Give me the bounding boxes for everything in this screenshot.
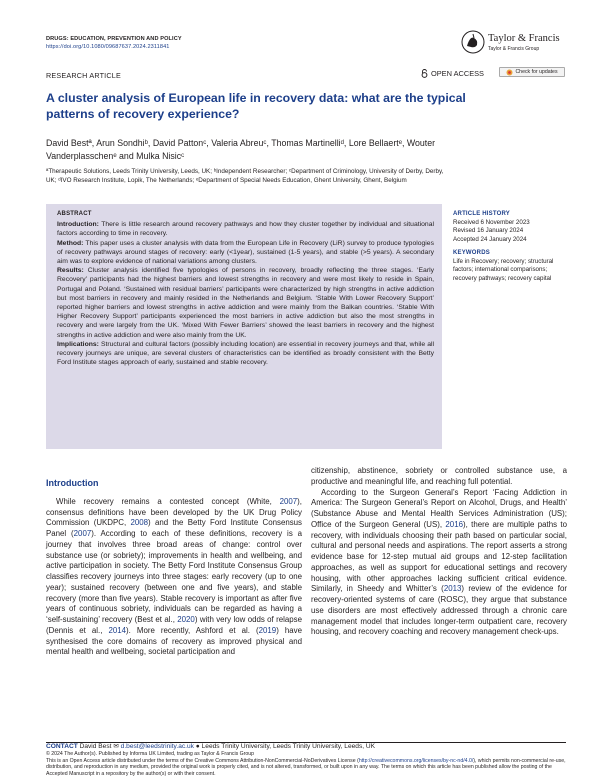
journal-title: DRUGS: EDUCATION, PREVENTION AND POLICY [46, 36, 182, 42]
citation-link[interactable]: 2007 [73, 529, 92, 538]
citation-link[interactable]: 2016 [445, 519, 463, 529]
publisher-group: Taylor & Francis Group [488, 46, 540, 52]
license-link[interactable]: http://creativecommons.org/licenses/by-nc-nd/4.0/ [358, 757, 474, 764]
body-column-right [311, 466, 567, 638]
update-badge-icon [506, 69, 513, 76]
abstract-impl-label: Implications: [57, 340, 99, 348]
abstract-method [57, 239, 434, 267]
text-run: ), there are multiple paths to recovery, with individuals choosing their path based on particular social, cultural and personal needs and aspirations. The report asserts a strong evidence base for 12-step mutual aid groups and 12-step facilitation approaches, as well as support for educational settings and recovery housing, with other approaches lacking sufficient critical evidence. Similarly, in Sheedy and Whitter’s ( [311, 519, 568, 594]
citation-link[interactable]: 2008 [130, 518, 149, 528]
abstract-method-text: This paper uses a cluster analysis with data from the European Life in Recovery (LiR) survey to produce typologies of recovery pathways around stages of recovery: early (<1year), sustained (1-5 years), and stable (>5 years). A secondary aim was to explore evidence of national variations among clusters. [57, 239, 434, 266]
copyright: © 2024 The Author(s). Published by Informa UK Limited, trading as Taylor & Francis Group [46, 750, 255, 757]
citation-link[interactable]: 2020 [177, 615, 195, 624]
text-run: ), which permits non-commercial re-use, distribution, and reproduction in any medium, provided the original work is properly cited, and is not altered, transformed, or built upon in any way. The terms on which this article has been published allow the posting of the Accepted Manuscript in a repository by the author(s) or with their consent. [46, 757, 566, 778]
text-run: ) and the Betty Ford Institute Consensus Panel ( [46, 518, 303, 538]
paragraph: citizenship, abstinence, sobriety or controlled substance use, a productive and meaningful life, and reaching full potential. [311, 466, 567, 486]
text-run: According to the Surgeon General’s Report ‘Facing Addiction in America: The Surgeon General’s Report on Alcohol, Drugs, and Health’ (Substance Abuse and Mental Health Services Administration (US); Office of the Surgeon General (US), [311, 487, 567, 529]
abstract-results [57, 266, 434, 340]
text-run: While recovery remains a contested concept (White, [56, 496, 280, 506]
title-line-1: A cluster analysis of European life in recovery data: what are the typical [46, 91, 466, 105]
text-run: ), consensus definitions have been developed by the UK Drug Policy Commission (UKDPC, [46, 496, 302, 528]
section-heading-introduction: Introduction [46, 478, 99, 488]
affiliations-line-2: UK; ᵈIVO Research Institute, Lopik, The Netherlands; ᵉDepartment of Special Needs Education, Ghent University, Ghent, Belgium [46, 177, 407, 184]
text-run: ). More recently, Ashford et al. ( [126, 625, 259, 635]
abstract-intro-label: Introduction: [57, 221, 99, 229]
abstract-intro-text: There is little research around recovery pathways and how they cluster together by individual and situational factors according to time in recovery. [57, 221, 434, 238]
abstract-impl-text: Structural and cultural factors (possibly including location) are essential in recovery journeys and that, while all recovery journeys are unique, are several clusters of characteristics can be identified as broadly consistent with the Betty Ford Institute stages approach of early, sustained and stable recovery. [57, 340, 434, 367]
abstract-introduction [57, 220, 434, 238]
paragraph [311, 488, 567, 639]
doi-link[interactable]: https://doi.org/10.1080/09687637.2024.2311841 [46, 44, 170, 50]
abstract-method-label: Method: [57, 239, 84, 247]
check-for-updates-label: Check for updates [515, 69, 558, 75]
history-revised: Revised 16 January 2024 [453, 227, 524, 234]
author-list [46, 137, 566, 163]
history-accepted: Accepted 24 January 2024 [453, 235, 527, 243]
history-heading: ARTICLE HISTORY [453, 211, 511, 217]
citation-link[interactable]: 2019 [258, 625, 277, 635]
open-access-label: OPEN ACCESS [431, 69, 484, 78]
body-column-left [46, 478, 302, 658]
citation-link[interactable]: 2013 [443, 584, 462, 594]
contact-name: David Best [77, 743, 112, 750]
contact-label: CONTACT [46, 743, 78, 750]
paragraph [46, 497, 302, 658]
open-access-badge [421, 69, 484, 78]
contact-address: Leeds Trinity University, Leeds Trinity University, Leeds, UK [199, 743, 376, 750]
location-icon: ● [195, 743, 200, 750]
email-icon: ✉ [113, 743, 119, 750]
title-line-2: patterns of recovery experience? [46, 106, 240, 121]
citation-link[interactable]: 2007 [279, 496, 298, 506]
contact-line [46, 744, 568, 751]
contact-email[interactable]: d.best@leedstrinity.ac.uk [118, 743, 194, 750]
authors-line-2: Vanderplasschenᵉ and Mulka Nisicᶜ [46, 151, 185, 161]
taylor-francis-logo-icon [461, 30, 485, 54]
affiliations [46, 167, 566, 185]
citation-link[interactable]: 2014 [108, 625, 127, 635]
publisher-logo [461, 30, 571, 56]
abstract-results-text: Cluster analysis identified five typologies of persons in recovery, broadly reflecting the three stages. ‘Early Recovery’ participants had the highest barriers and lowest strengths in recovery and were most likely to reside in Spain, Portugal and Poland. ‘Sustained with residual barriers’ participants were characterized by high strengths in active addiction but most barriers in recovery and mainly resided in the Netherlands and Belgium. ‘Stable With Lower Recovery Support’ reported higher barriers and lowest strengths in active addiction and were mainly from the Balkan countries. ‘Stable With Higher Recovery Support’ participants experienced the most barriers in active addiction but also the most strengths in recovery and were largely from the UK. ‘Mixed With Fewer Barriers’ showed the least barriers in recovery and the highest strengths in active addiction and were also mainly from the UK. [57, 267, 434, 339]
keywords-heading: KEYWORDS [453, 250, 490, 256]
abstract [57, 210, 434, 367]
license-text [46, 758, 568, 778]
text-run: ). According to each of these definitions, recovery is a journey that involves three broad areas of change: control over substance use (or sobriety); improvements in health and wellbeing, and active participation in society. The Betty Ford Institute Consensus Group classifies recovery journeys into three stages: early recovery (up to one year); sustained recovery (between one and five years), and stable recovery (more than five years). Stable recovery is important as after five years of continuous sobriety, individuals can be regarded as having a ‘self-sustaining’ recovery (Best et al., [46, 529, 302, 624]
article-type: RESEARCH ARTICLE [46, 71, 121, 80]
keywords-list: Life in Recovery; recovery; structural factors; international comparisons; recovery pathways; recovery capital [453, 257, 554, 282]
article-title [46, 91, 566, 122]
abstract-implications [57, 340, 434, 368]
abstract-heading: ABSTRACT [57, 211, 92, 217]
open-lock-icon [421, 69, 428, 78]
abstract-results-label: Results: [57, 267, 84, 275]
authors-line-1: David Bestª, Arun Sondhiᵇ, David Pattonᶜ, Valeria Abreuᶜ, Thomas Martinelliᵈ, Lore Bellaertᵉ, Wouter [46, 138, 436, 148]
article-history [453, 210, 568, 283]
text-run: This is an Open Access article distributed under the terms of the Creative Commons Attribution-NonCommercial-NoDerivatives License ( [46, 757, 359, 764]
text-run: ) review of the evidence for recovery-oriented systems of care (ROSC), they argue that substance use disorders are most effectively addressed through a chronic care management model that includes longer-term outpatient care, recovery housing, and recovery coaching and recovery management check-ups. [311, 584, 567, 637]
footer [46, 744, 568, 778]
text-run: ) with very low odds of relapse (Dennis et al., [46, 615, 302, 635]
text-run: ) have synthesised the core domains of recovery as improved physical and mental health and wellbeing, societal participation and [46, 625, 302, 657]
check-for-updates-button[interactable] [499, 67, 565, 77]
publisher-name: Taylor & Francis [488, 33, 560, 44]
history-received: Received 6 November 2023 [453, 218, 530, 226]
journal-header [46, 35, 182, 51]
affiliations-line-1: ªTherapeutic Solutions, Leeds Trinity University, Leeds, UK; ᵇIndependent Researcher; ᶜDepartment of Criminology, University of Derby, Derby, [46, 168, 444, 175]
